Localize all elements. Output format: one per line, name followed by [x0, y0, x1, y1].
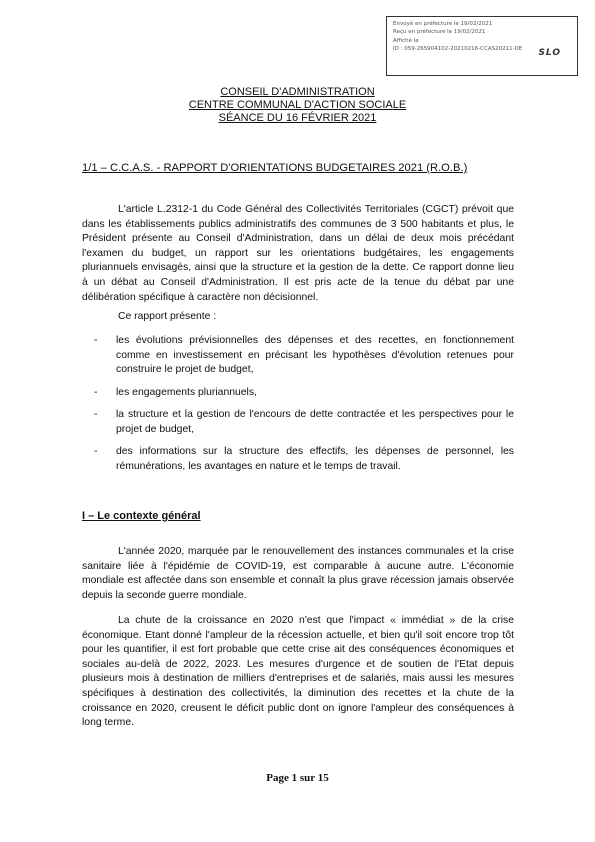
page-number: Page 1 sur 15 [266, 772, 329, 784]
bullet-text: les engagements pluriannuels, [116, 387, 257, 398]
paragraph-croissance: La chute de la croissance en 2020 n'est que l'impact « immédiat » de la crise économique. Etant donné l'ampleur de la récession actuelle, et bien qu'il soit encore trop tôt pour les quantifier, il est fort probable que cette crise ait des conséquences économiques et sociales au-delà de 2022, 2023. Les mesures d'urgence et de soutien de l'Etat depuis plusieurs mois à destination de milliers d'entreprises et de salariés, mais aussi les mesures spécifiques à destination des collectivités, la diminution des recettes et la chute de la croissance en 2020, creusent le déficit public dont on ignore l'ampleur des conséquences à long terme. [82, 615, 514, 729]
list-item [94, 386, 514, 401]
prefecture-stamp [386, 16, 578, 76]
bullet-text: les évolutions prévisionnelles des dépenses et des recettes, en fonctionnement comme en investissement en précisant les hypothèses d'évolution retenues pour construire le projet de budget, [116, 335, 514, 376]
intro-paragraph: L'article L.2312-1 du Code Général des Collectivités Territoriales (CGCT) prévoit que dans les établissements publics administratifs des communes de 3 500 habitants et plus, le Président présente au Conseil d'Administration, dans un délai de deux mois précédant l'examen du budget, un rapport sur les orientations budgétaires, les engagements pluriannuels envisagés, ainsi que la structure et la gestion de la dette. Ce rapport donne lieu à un débat au Conseil d'Administration. Il est pris acte de la tenue du débat par une délibération spécifique à caractère non décisionnel. [82, 204, 514, 303]
bullet-dash: - [94, 409, 98, 420]
list-item [94, 408, 514, 437]
bullet-dash: - [94, 446, 98, 457]
section-title: 1/1 – C.C.A.S. - RAPPORT D'ORIENTATIONS BUDGETAIRES 2021 (R.O.B.) [82, 162, 468, 174]
subheading-context: I – Le contexte général [82, 510, 201, 522]
document-header [150, 86, 445, 125]
paragraph-2020: L'année 2020, marquée par le renouvellement des instances communales et la crise sanitaire liée à l'épidémie de COVID-19, est comparable à aucune autre. L'économie mondiale est affectée dans son ensemble et connaît la plus grave récession jamais observée depuis la seconde guerre mondiale. [82, 546, 514, 601]
list-item [94, 334, 514, 378]
bullet-dash: - [94, 387, 98, 398]
list-item [94, 445, 514, 474]
bullet-text: la structure et la gestion de l'encours de dette contractée et les perspectives pour le projet de budget, [116, 409, 514, 435]
stamp-logo: SLO [538, 48, 561, 58]
header-ccas: CENTRE COMMUNAL D'ACTION SOCIALE [188, 99, 407, 111]
stamp-line-posted: Affiché le [393, 37, 419, 44]
header-council: CONSEIL D'ADMINISTRATION [220, 86, 375, 98]
stamp-line-sent: Envoyé en préfecture le 19/02/2021 [393, 21, 493, 27]
stamp-line-id: ID : 059-265904102-20210216-CCAS20211-DE [393, 46, 523, 53]
rapport-intro: Ce rapport présente : [118, 311, 217, 322]
bullet-dash: - [94, 335, 98, 346]
bullet-text: des informations sur la structure des effectifs, les dépenses de personnel, les rémunérations, les avantages en nature et le temps de travail. [116, 446, 514, 472]
stamp-line-received: Reçu en préfecture le 19/02/2021 [393, 29, 486, 36]
header-session-date: SÉANCE DU 16 FÉVRIER 2021 [218, 112, 377, 124]
